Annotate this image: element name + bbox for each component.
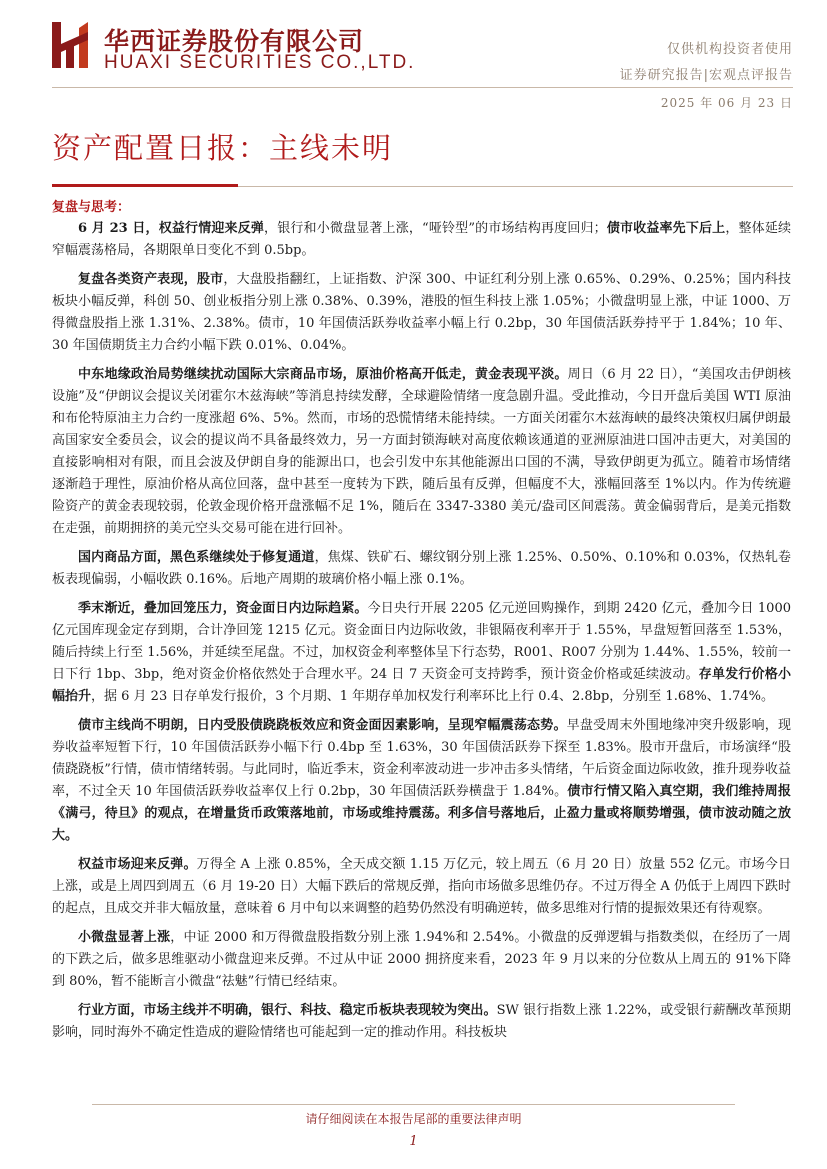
- report-date: 2025 年 06 月 23 日: [660, 96, 793, 110]
- paragraph-text: 今日央行开展 2205 亿元逆回购操作，到期 2420 亿元，叠加今日 1000 亿元国库现金定存到期，合计净回笼 1215 亿元。资金面日内边际收敛，非银隔夜利率开于 1.55%，早盘短暂回落至 1.53%，随后持续上行至 1.56%，并延续至尾盘。不过，加权资金利率整体呈下行态势，R001、R007 分别为 1.44%、1.55%，较前一日下行 1bp、3bp，绝对资金价格依然处于合理水平。24 日 7 天资金可支持跨季，预计资金价格或延续波动。: [52, 601, 791, 682]
- huaxi-logo-icon: [52, 22, 94, 68]
- paragraph: [52, 269, 791, 357]
- paragraph-text: ，整体延续窄幅震荡格局，各期限单日变化不到 0.5bp。: [52, 221, 791, 258]
- section-heading: 复盘与思考：: [52, 200, 131, 215]
- paragraph-text: 万得全 A 上涨 0.85%，全天成交额 1.15 万亿元，较上周五（6 月 20 日）放量 552 亿元。市场今日上涨，或是上周四到周五（6 月 19-20 日）大幅下跌后的常规反弹，指向市场做多思维仍存。不过万得全 A 仍低于上周四下跌时的起点，且成交并非大幅放量，意味着 6 月中旬以来调整的趋势仍然没有明确逆转，做多思维对行情的提振效果还有待观察。: [52, 857, 791, 916]
- paragraph: [52, 547, 791, 591]
- paragraph-lead: 6 月 23 日，权益行情迎来反弹: [78, 221, 265, 236]
- paragraph: [52, 218, 791, 262]
- paragraph: [52, 854, 791, 920]
- page-number: 1: [409, 1134, 418, 1149]
- paragraph-text: 周日（6 月 22 日），“美国攻击伊朗核设施”及“伊朗议会提议关闭霍尔木兹海峡”等消息持续发酵，全球避险情绪一度急剧升温。受此推动，今日开盘后美国 WTI 原油和布伦特原油主力合约一度涨超 6%、5%。然而，市场的恐慌情绪未能持续。一方面关闭霍尔木兹海峡的最终决策权归属伊朗最高国家安全委员会，议会的提议尚不具备最终效力，另一方面封锁海峡对高度依赖该通道的亚洲原油进口国冲击更大，对美国的直接影响相对有限，而且会波及伊朗自身的能源出口，也会引发中东其他能源出口国的不满，导致伊朗更为孤立。随着市场情绪逐渐趋于理性，原油价格从高位回落，盘中甚至一度转为下跌，随后虽有反弹，但幅度不大，涨幅回落至 1%以内。作为传统避险资产的黄金表现较弱，伦敦金现价格开盘涨幅不足 1%，随后在 3347-3380 美元/盎司区间震荡。黄金偏弱背后，是美元指数在走强，前期拥挤的美元空头交易可能在进行回补。: [52, 367, 791, 536]
- report-title: 资产配置日报：主线未明: [52, 131, 394, 165]
- report-type-tag: 证券研究报告|宏观点评报告: [619, 68, 793, 83]
- report-body: [52, 218, 791, 1051]
- paragraph-text: ，据 6 月 23 日存单发行报价，3 个月期、1 年期存单加权发行利率环比上行 0.4、2.8bp，分别至 1.68%、1.74%。: [91, 689, 775, 704]
- legal-disclaimer: 请仔细阅读在本报告尾部的重要法律声明: [305, 1112, 522, 1126]
- paragraph-text: ，银行和小微盘显著上涨，“哑铃型”的市场结构再度回归；: [264, 221, 607, 236]
- paragraph-lead: 行业方面，市场主线并不明确，银行、科技、稳定币板块表现较为突出。: [78, 1003, 497, 1018]
- paragraph: [52, 715, 791, 847]
- paragraph: [52, 598, 791, 708]
- paragraph-emphasis: 债市行情又陷入真空期，我们维持周报《满弓，待旦》的观点，在增量货币政策落地前，市场或维持震荡。利多信号落地后，止盈力量或将顺势增强，债市波动随之放大。: [52, 784, 791, 843]
- paragraph-lead: 复盘各类资产表现，股市: [78, 272, 224, 287]
- paragraph: [52, 364, 791, 540]
- paragraph-lead: 小微盘显著上涨: [78, 930, 171, 945]
- paragraph-emphasis: 债市收益率先下后上: [606, 221, 726, 236]
- paragraph-emphasis: 存单发行价格小幅抬升: [52, 667, 791, 704]
- paragraph-lead: 季末渐近，叠加回笼压力，资金面日内边际趋紧。: [78, 601, 368, 616]
- investor-tag: 仅供机构投资者使用: [666, 42, 793, 57]
- paragraph-text: ，中证 2000 和万得微盘股指数分别上涨 1.94%和 2.54%。小微盘的反弹逻辑与指数类似，在经历了一周的下跌之后，做多思维驱动小微盘迎来反弹。不过从中证 2000 拥挤度来看，2023 年 9 月以来的分位数从上周五的 91%下降到 80%，暂不能断言小微盘“祛魅”行情已经结束。: [52, 930, 791, 989]
- paragraph: [52, 927, 791, 993]
- paragraph-lead: 中东地缘政治局势继续扰动国际大宗商品市场，原油价格高开低走，黄金表现平淡。: [78, 367, 568, 382]
- paragraph-text: SW 银行指数上涨 1.22%，或受银行薪酬改革预期影响，同时海外不确定性造成的避险情绪也可能起到一定的推动作用。科技板块: [52, 1003, 791, 1040]
- paragraph: [52, 1000, 791, 1044]
- paragraph-text: ，焦煤、铁矿石、螺纹钢分别上涨 1.25%、0.50%、0.10%和 0.03%，仅热轧卷板表现偏弱，小幅收跌 0.16%。后地产周期的玻璃价格小幅上涨 0.1%。: [52, 550, 791, 587]
- paragraph-lead: 权益市场迎来反弹。: [78, 857, 197, 872]
- paragraph-lead: 国内商品方面，黑色系继续处于修复通道: [78, 550, 315, 565]
- paragraph-text: ，大盘股指翻红，上证指数、沪深 300、中证红利分别上涨 0.65%、0.29%、0.25%；国内科技板块小幅反弹，科创 50、创业板指分别上涨 0.38%、0.39%，港股的恒生科技上涨 1.05%；小微盘明显上涨，中证 1000、万得微盘股指上涨 1.31%、2.38%。债市，10 年国债活跃券收益率小幅上行 0.2bp，30 年国债活跃券持平于 1.84%；10 年、30 年国债期货主力合约小幅下跌 0.01%、0.04%。: [52, 272, 791, 353]
- company-name-en: HUAXI SECURITIES CO.,LTD.: [104, 52, 416, 73]
- paragraph-text: 早盘受周末外围地缘冲突升级影响，现券收益率短暂下行，10 年国债活跃券小幅下行 0.4bp 至 1.63%，30 年国债活跃券下探至 1.83%。股市开盘后，市场演绎“股债跷跷板”行情，债市情绪转弱。与此同时，临近季末，资金利率波动进一步冲击多头情绪，午后资金面边际收敛，推升现券收益率，不过全天 10 年国债活跃券收益率仅上行 0.2bp，30 年国债活跃券横盘于 1.84%。: [52, 718, 791, 799]
- header-divider: [52, 87, 793, 88]
- footer-divider: [92, 1104, 735, 1105]
- company-name-cn: 华西证券股份有限公司: [104, 27, 365, 56]
- title-divider-accent: [52, 184, 238, 187]
- paragraph-lead: 债市主线尚不明朗，日内受股债跷跷板效应和资金面因素影响，呈现窄幅震荡态势。: [78, 718, 567, 733]
